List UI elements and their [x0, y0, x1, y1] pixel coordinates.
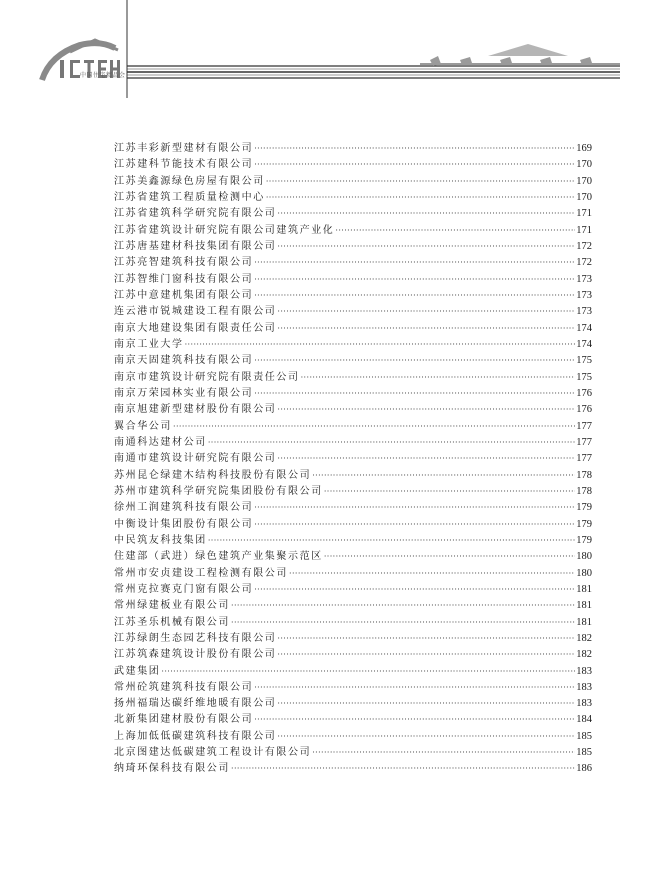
toc-entry[interactable]	[114, 255, 592, 271]
toc-leader-dots	[312, 745, 575, 761]
toc-leader-dots	[277, 647, 575, 663]
toc-entry[interactable]	[114, 174, 592, 190]
toc-entry-page: 179	[576, 534, 592, 546]
toc-entry-name: 上海加低低碳建筑科技有限公司	[114, 730, 277, 742]
toc-leader-dots	[208, 533, 575, 549]
toc-entry-page: 178	[576, 485, 592, 497]
toc-entry-page: 170	[576, 175, 592, 187]
toc-entry-page: 175	[576, 355, 592, 367]
toc-leader-dots	[301, 370, 576, 386]
toc-entry-page: 183	[576, 698, 592, 710]
toc-entry-page: 184	[576, 714, 592, 726]
toc-leader-dots	[266, 174, 575, 190]
toc-entry[interactable]	[114, 435, 592, 451]
toc-leader-dots	[254, 255, 575, 271]
toc-entry-name: 徐州工润建筑科技有限公司	[114, 502, 254, 514]
toc-entry-name: 南京工业大学	[114, 338, 184, 350]
toc-leader-dots	[277, 451, 575, 467]
toc-entry[interactable]	[114, 500, 592, 516]
toc-entry-page: 185	[576, 747, 592, 759]
header-roof-triangle	[488, 44, 568, 56]
toc-entry[interactable]	[114, 712, 592, 728]
toc-entry[interactable]	[114, 664, 592, 680]
toc-entry[interactable]	[114, 647, 592, 663]
toc-entry[interactable]	[114, 370, 592, 386]
toc-leader-dots	[208, 435, 575, 451]
toc-entry-page: 173	[576, 273, 592, 285]
toc-entry[interactable]	[114, 517, 592, 533]
toc-leader-dots	[277, 206, 575, 222]
page-header	[0, 0, 657, 110]
toc-entry-page: 179	[576, 502, 592, 514]
toc-leader-dots	[254, 500, 575, 516]
toc-entry-page: 173	[576, 306, 592, 318]
toc-leader-dots	[231, 761, 575, 777]
toc-entry-name: 江苏筑森建筑设计股份有限公司	[114, 649, 277, 661]
toc-leader-dots	[254, 712, 575, 728]
toc-entry[interactable]	[114, 631, 592, 647]
toc-entry-name: 江苏省建筑工程质量检测中心	[114, 191, 265, 203]
toc-entry[interactable]	[114, 223, 592, 239]
toc-entry-name: 北新集团建材股份有限公司	[114, 714, 254, 726]
toc-entry[interactable]	[114, 157, 592, 173]
toc-entry[interactable]	[114, 533, 592, 549]
toc-leader-dots	[254, 272, 575, 288]
table-of-contents	[114, 141, 592, 778]
toc-entry-name: 南京市建筑设计研究院有限责任公司	[114, 371, 300, 383]
toc-entry-page: 177	[576, 436, 592, 448]
toc-entry-name: 江苏智维门窗科技有限公司	[114, 273, 254, 285]
toc-entry-name: 武建集团	[114, 665, 161, 677]
toc-entry-name: 江苏圣乐机械有限公司	[114, 616, 230, 628]
toc-entry[interactable]	[114, 761, 592, 777]
toc-entry-name: 中民筑友科技集团	[114, 534, 207, 546]
toc-entry-page: 180	[576, 551, 592, 563]
toc-leader-dots	[335, 223, 575, 239]
toc-entry-page: 186	[576, 763, 592, 775]
toc-entry-page: 181	[576, 616, 592, 628]
toc-entry-name: 南京大地建设集团有限责任公司	[114, 322, 277, 334]
toc-leader-dots	[277, 321, 575, 337]
toc-entry-name: 江苏省建筑设计研究院有限公司建筑产业化	[114, 224, 335, 236]
toc-leader-dots	[277, 304, 575, 320]
toc-entry[interactable]	[114, 745, 592, 761]
toc-entry[interactable]	[114, 304, 592, 320]
toc-leader-dots	[277, 631, 575, 647]
toc-entry-page: 176	[576, 404, 592, 416]
toc-leader-dots	[277, 696, 575, 712]
toc-entry[interactable]	[114, 451, 592, 467]
toc-entry-name: 江苏唐基建材科技集团有限公司	[114, 240, 277, 252]
toc-leader-dots	[254, 386, 575, 402]
toc-entry[interactable]	[114, 141, 592, 157]
toc-leader-dots	[254, 582, 575, 598]
toc-entry-page: 180	[576, 567, 592, 579]
toc-entry-name: 纳琦环保科技有限公司	[114, 763, 230, 775]
toc-leader-dots	[266, 190, 575, 206]
toc-entry-name: 南京天固建筑科技有限公司	[114, 355, 254, 367]
toc-entry[interactable]	[114, 321, 592, 337]
toc-entry-page: 173	[576, 289, 592, 301]
toc-entry-page: 172	[576, 257, 592, 269]
toc-entry[interactable]	[114, 206, 592, 222]
toc-entry-name: 苏州市建筑科学研究院集团股份有限公司	[114, 485, 323, 497]
toc-entry-name: 江苏亮智建筑科技有限公司	[114, 257, 254, 269]
toc-entry-name: 中衡设计集团股份有限公司	[114, 518, 254, 530]
toc-leader-dots	[324, 549, 575, 565]
toc-entry-page: 169	[576, 143, 592, 154]
toc-entry-page: 179	[576, 518, 592, 530]
toc-entry[interactable]	[114, 566, 592, 582]
toc-entry[interactable]	[114, 549, 592, 565]
toc-entry-page: 182	[576, 632, 592, 644]
toc-leader-dots	[254, 288, 575, 304]
toc-leader-dots	[231, 615, 575, 631]
toc-entry-page: 171	[576, 224, 592, 236]
toc-entry-name: 江苏美鑫源绿色房屋有限公司	[114, 175, 265, 187]
toc-entry-name: 南京万荣园林实业有限公司	[114, 387, 254, 399]
toc-entry-page: 185	[576, 730, 592, 742]
toc-entry-name: 南通市建筑设计研究院有限公司	[114, 453, 277, 465]
toc-leader-dots	[254, 141, 575, 157]
toc-entry-name: 江苏绿朗生态园艺科技有限公司	[114, 632, 277, 644]
toc-entry[interactable]	[114, 484, 592, 500]
toc-entry[interactable]	[114, 353, 592, 369]
toc-leader-dots	[277, 239, 575, 255]
toc-entry-page: 178	[576, 469, 592, 481]
toc-entry-page: 175	[576, 371, 592, 383]
toc-entry[interactable]	[114, 288, 592, 304]
toc-entry[interactable]	[114, 615, 592, 631]
toc-entry-page: 181	[576, 600, 592, 612]
toc-leader-dots	[254, 157, 575, 173]
toc-entry[interactable]	[114, 402, 592, 418]
toc-entry-page: 177	[576, 420, 592, 432]
toc-entry[interactable]	[114, 337, 592, 353]
toc-leader-dots	[277, 729, 575, 745]
toc-entry-name: 南京旭建新型建材股份有限公司	[114, 404, 277, 416]
toc-entry-name: 苏州昆仑绿建木结构科技股份有限公司	[114, 469, 312, 481]
toc-leader-dots	[312, 468, 575, 484]
toc-entry-name: 常州克拉赛克门窗有限公司	[114, 583, 254, 595]
toc-entry-name: 南通科达建材公司	[114, 436, 207, 448]
toc-entry-page: 177	[576, 453, 592, 465]
toc-entry-page: 181	[576, 583, 592, 595]
toc-entry-name: 连云港市锐城建设工程有限公司	[114, 306, 277, 318]
toc-entry-page: 176	[576, 387, 592, 399]
toc-entry[interactable]	[114, 190, 592, 206]
toc-entry[interactable]	[114, 598, 592, 614]
toc-leader-dots	[254, 517, 575, 533]
toc-entry-page: 171	[576, 208, 592, 220]
toc-entry[interactable]	[114, 582, 592, 598]
toc-entry-name: 常州市安贞建设工程检测有限公司	[114, 567, 288, 579]
toc-entry[interactable]	[114, 680, 592, 696]
toc-entry-name: 北京图建达低碳建筑工程设计有限公司	[114, 747, 312, 759]
toc-leader-dots	[254, 353, 575, 369]
toc-leader-dots	[324, 484, 575, 500]
toc-entry-name: 住建部（武进）绿色建筑产业集聚示范区	[114, 551, 323, 563]
toc-entry-page: 174	[576, 322, 592, 334]
toc-entry-page: 183	[576, 665, 592, 677]
toc-leader-dots	[289, 566, 575, 582]
toc-entry[interactable]	[114, 729, 592, 745]
toc-entry-page: 182	[576, 649, 592, 661]
toc-entry-name: 江苏建科节能技术有限公司	[114, 159, 254, 171]
toc-entry[interactable]	[114, 696, 592, 712]
toc-entry[interactable]	[114, 386, 592, 402]
toc-leader-dots	[231, 598, 575, 614]
toc-entry-page: 170	[576, 159, 592, 171]
toc-entry-page: 170	[576, 191, 592, 203]
toc-leader-dots	[277, 402, 575, 418]
toc-leader-dots	[254, 680, 575, 696]
toc-entry-page: 183	[576, 681, 592, 693]
toc-entry-name: 翼合华公司	[114, 420, 172, 432]
toc-entry-name: 常州绿建板业有限公司	[114, 600, 230, 612]
toc-entry-page: 174	[576, 338, 592, 350]
toc-entry[interactable]	[114, 272, 592, 288]
toc-entry-name: 扬州福瑞达碳纤维地暖有限公司	[114, 698, 277, 710]
header-decoration	[420, 56, 620, 66]
toc-entry-name: 江苏省建筑科学研究院有限公司	[114, 208, 277, 220]
toc-entry-page: 172	[576, 240, 592, 252]
logo-subtext: 中国住宅精品会	[80, 72, 126, 79]
toc-leader-dots	[185, 337, 576, 353]
toc-leader-dots	[161, 664, 575, 680]
toc-entry-name: 江苏中意建机集团有限公司	[114, 289, 254, 301]
toc-entry[interactable]	[114, 468, 592, 484]
toc-entry[interactable]	[114, 419, 592, 435]
toc-leader-dots	[173, 419, 575, 435]
toc-entry-name: 江苏丰彩新型建材有限公司	[114, 143, 254, 154]
toc-entry-name: 常州砼筑建筑科技有限公司	[114, 681, 254, 693]
toc-entry[interactable]	[114, 239, 592, 255]
header-graphics	[0, 0, 657, 110]
